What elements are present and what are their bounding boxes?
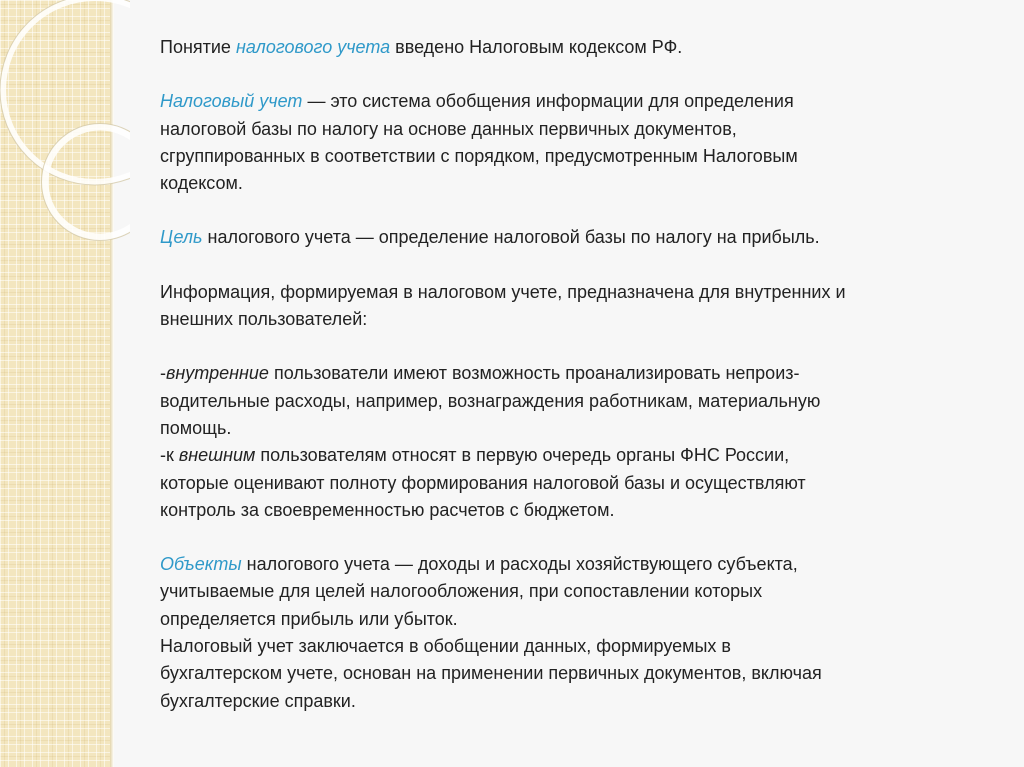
paragraph-objects <box>160 551 960 633</box>
slide-text-body <box>160 34 960 715</box>
paragraph-intro <box>160 34 960 61</box>
paragraph-gap <box>160 524 960 551</box>
paragraph-gap <box>160 61 960 88</box>
paragraph-gap <box>160 197 960 224</box>
highlighted-term: Цель <box>160 227 203 248</box>
text: бухгалтерском учете, основан на применении первичных документов, включая <box>160 663 822 684</box>
text: учитываемые для целей налогообложения, при сопоставлении которых <box>160 581 763 602</box>
text: бухгалтерские справки. <box>160 690 356 711</box>
text: которые оценивают полноту формирования налоговой базы и осуществляют <box>160 472 806 493</box>
text: Налоговый учет заключается в обобщении данных, формируемых в <box>160 636 731 657</box>
italic-term: внутренние <box>166 363 269 384</box>
large-ring-shadow <box>0 0 130 185</box>
text: налогового учета — определение налоговой базы по налогу на прибыль. <box>202 227 820 248</box>
text: Понятие <box>160 37 236 57</box>
text: налогового учета — доходы и расходы хозяйствующего субъекта, <box>241 554 798 575</box>
text: внешних пользователей: <box>160 309 368 330</box>
highlighted-term: налогового учета <box>235 37 391 57</box>
text: водительные расходы, например, вознаграждения работникам, материальную <box>160 390 821 411</box>
highlighted-term: Объекты <box>160 554 242 575</box>
text: помощь. <box>160 417 232 438</box>
text: - <box>160 363 166 384</box>
text: определяется прибыль или убыток. <box>160 608 458 629</box>
paragraph-gap <box>160 252 960 279</box>
text: контроль за своевременностью расчетов с бюджетом. <box>160 499 615 520</box>
italic-term: внешним <box>178 445 256 466</box>
paragraph-goal <box>160 224 960 251</box>
text: Информация, формируемая в налоговом учете, предназначена для внутренних и <box>160 281 846 302</box>
text: сгруппированных в соответствии с порядком, предусмотренным Налоговым <box>160 145 798 166</box>
text: пользователям относят в первую очередь органы ФНС России, <box>255 445 790 466</box>
paragraph-external-users <box>160 442 960 524</box>
paragraph-internal-users <box>160 360 960 442</box>
text: пользователи имеют возможность проанализировать непроиз- <box>268 363 800 384</box>
text: введено Налоговым кодексом РФ. <box>390 37 683 57</box>
paragraph-summary <box>160 633 960 715</box>
paragraph-users <box>160 279 960 334</box>
highlighted-term: Налоговый учет <box>160 91 303 112</box>
text: — это система обобщения информации для определения <box>302 91 794 112</box>
text: -к <box>160 445 179 466</box>
large-ring <box>3 0 130 182</box>
paragraph-gap <box>160 333 960 360</box>
text: кодексом. <box>160 173 243 194</box>
paragraph-definition <box>160 88 960 197</box>
decorative-rings-graphic <box>0 0 130 260</box>
text: налоговой базы по налогу на основе данных первичных документов, <box>160 118 737 139</box>
